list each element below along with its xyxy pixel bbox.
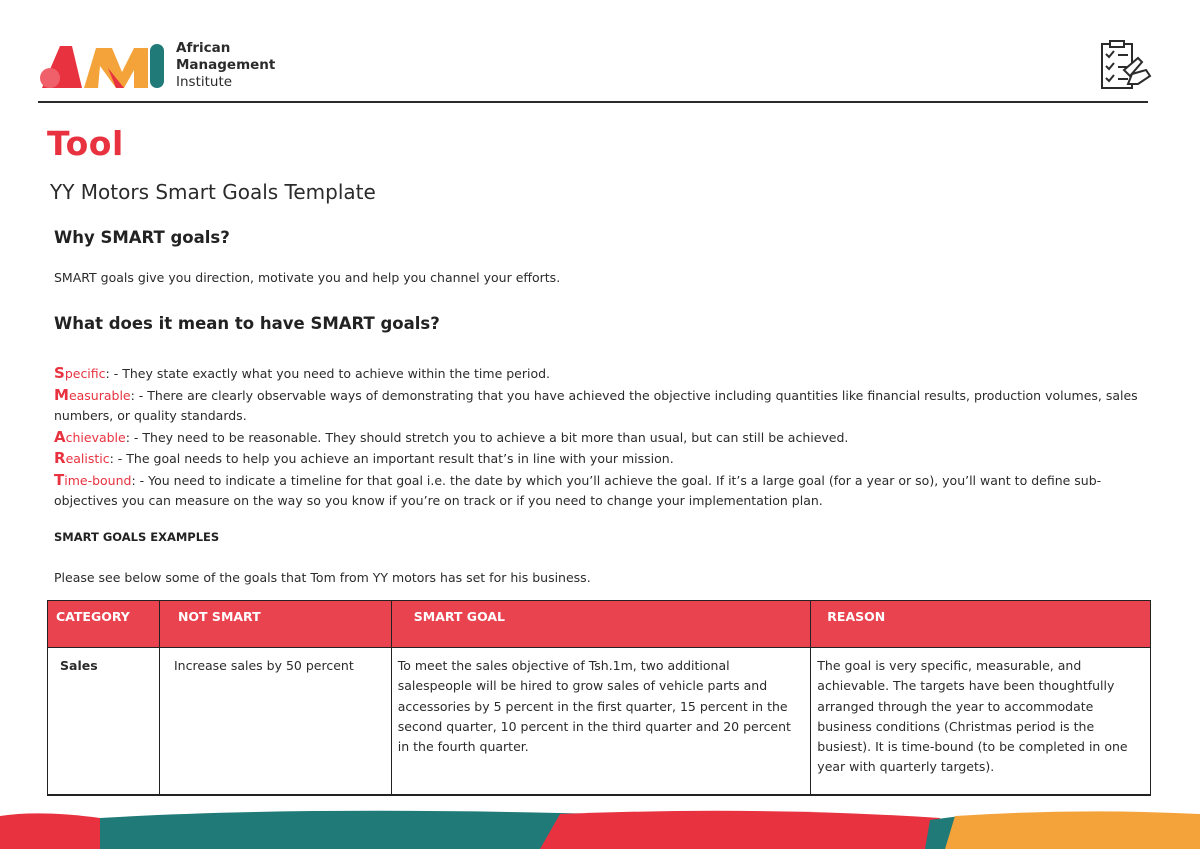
smart-term: pecific [64,366,106,381]
why-text: SMART goals give you direction, motivate you and help you channel your efforts. [54,270,561,285]
column-header-not-smart: NOT SMART [159,601,391,648]
footer-teal [100,811,620,849]
cell-not-smart: Increase sales by 50 percent [159,648,391,795]
smart-item-achievable [54,427,1144,449]
smart-letter: S [54,364,65,382]
smart-item-specific [54,363,1144,385]
footer-red-right [540,811,940,849]
cell-category: Sales [48,648,160,795]
logo-i-shape [150,44,164,88]
smart-separator: : - [131,472,149,488]
why-heading: Why SMART goals? [54,228,230,247]
logo-line-2: Management [176,57,276,73]
smart-goals-table [47,600,1151,796]
smart-description: You need to indicate a timeline for that goal i.e. the date by which you’ll achieve the goal. If it’s a large goal (for a year or so), you’ll want to define sub-objectives you can measure on the way so you know if you’re on track or if you need to change your implementation plan. [54,472,1102,508]
logo-line-3: Institute [176,74,233,90]
column-header-reason: REASON [811,601,1151,648]
smart-description: There are clearly observable ways of demonstrating that you have achieved the objective including quantities like financial results, production volumes, sales numbers, or quality standards. [54,387,1138,423]
smart-item-realistic [54,448,1144,470]
what-heading: What does it mean to have SMART goals? [54,314,440,333]
examples-intro: Please see below some of the goals that Tom from YY motors has set for his business. [54,570,591,585]
logo-line-1: African [176,40,231,56]
checklist-hand-icon [1094,40,1152,94]
smart-letter: M [54,385,69,404]
smart-separator: : - [130,387,148,403]
smart-separator: : - [109,451,127,466]
smart-separator: : - [125,429,143,445]
table-header-row [48,601,1151,648]
logo-dot-red [40,68,60,88]
smart-letter: T [54,470,65,489]
smart-item-time-bound [54,470,1144,512]
smart-description: They state exactly what you need to achieve within the time period. [122,366,551,381]
footer-orange [945,811,1200,849]
smart-definitions [54,363,1144,512]
column-header-category: CATEGORY [48,601,160,648]
smart-letter: R [54,449,66,467]
smart-item-measurable [54,385,1144,427]
smart-term: chievable [65,429,126,445]
smart-description: They need to be reasonable. They should stretch you to achieve a bit more than usual, but can still be achieved. [142,429,849,445]
tool-label: Tool [47,124,124,163]
footer-red-left [0,813,100,849]
footer-band [0,806,1200,849]
table-row [48,648,1151,795]
smart-term: ime-bound [64,472,132,488]
cell-reason: The goal is very specific, measurable, and achievable. The targets have been thoughtfully arranged through the year to accommodate business conditions (Christmas period is the busiest). It is time-bound (to be completed in one year with quarterly targets). [811,648,1151,795]
smart-term: easurable [68,387,131,403]
smart-separator: : - [105,366,123,381]
logo-text [176,40,275,91]
header-divider [38,101,1148,103]
document-title: YY Motors Smart Goals Template [50,180,376,204]
smart-term: ealistic [65,451,110,466]
smart-description: The goal needs to help you achieve an important result that’s in line with your mission. [126,451,674,466]
smart-letter: A [54,427,66,446]
cell-smart-goal: To meet the sales objective of Tsh.1m, two additional salespeople will be hired to grow sales of vehicle parts and accessories by 5 percent in the first quarter, 15 percent in the second quarter, 10 percent in the third quarter and 20 percent in the fourth quarter. [391,648,811,795]
examples-heading: SMART GOALS EXAMPLES [54,530,220,544]
column-header-smart-goal: SMART GOAL [391,601,811,648]
